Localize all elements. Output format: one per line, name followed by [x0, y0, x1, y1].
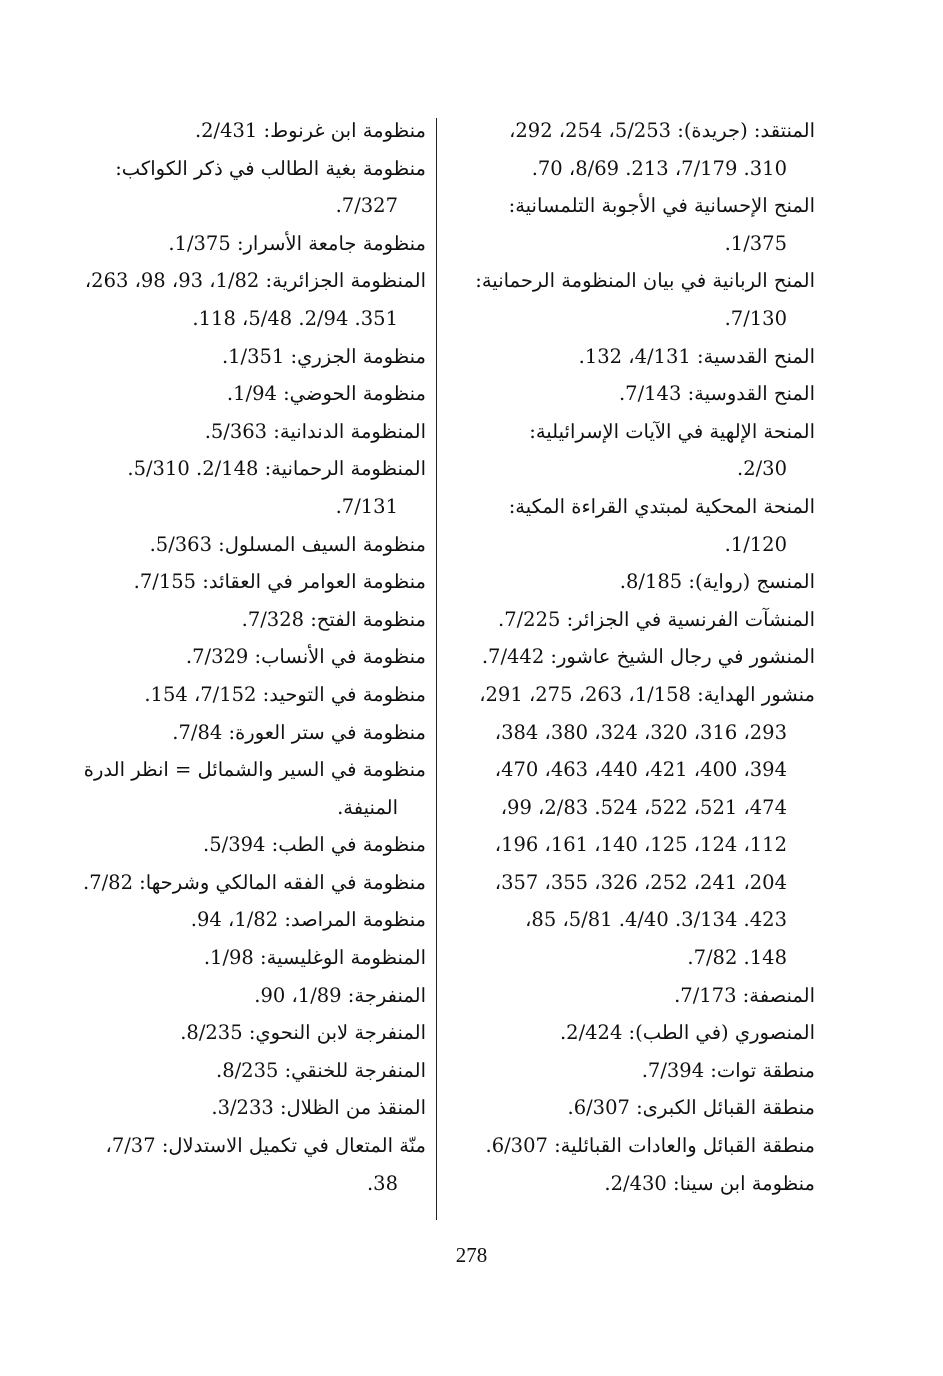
index-entry-continuation: 1/375. [724, 231, 787, 255]
index-entry [50, 1052, 426, 1090]
index-entry [50, 676, 426, 714]
index-entry-continuation: 112، 124، 125، 140، 161، 196، [494, 833, 787, 857]
column-divider [436, 118, 437, 1220]
index-entry [50, 939, 426, 977]
index-entry [50, 112, 426, 150]
index-entry [50, 638, 426, 676]
index-entry [50, 413, 426, 451]
index-entry-line: منظومة في ستر العورة: 7/84. [172, 720, 426, 744]
index-entry [433, 1014, 815, 1052]
index-entry [433, 601, 815, 639]
index-entry [433, 638, 815, 676]
index-entry [50, 150, 426, 225]
index-entry [50, 864, 426, 902]
index-entry [433, 375, 815, 413]
index-entry [433, 1052, 815, 1090]
index-entry-line: المنظومة الرحمانية: 2/148. 5/310. [127, 457, 426, 481]
index-entry-line: المنشآت الفرنسية في الجزائر: 7/225. [497, 607, 815, 631]
index-entry-line: المنتقد: (جريدة): 5/253، 254، 292، [509, 119, 815, 142]
index-entry [50, 1089, 426, 1127]
index-entry-line: المنح القدسية: 4/131، 132. [578, 344, 815, 368]
index-entry-continuation: 310. 7/179، 213. 8/69، 70. [531, 156, 787, 180]
index-entry [50, 450, 426, 525]
index-entry [50, 714, 426, 752]
index-entry-continuation: 394، 400، 421، 440، 463، 470، [494, 758, 787, 782]
index-entry [50, 262, 426, 337]
index-entry-continuation: 474، 521، 522، 524. 2/83، 99، [500, 795, 787, 819]
index-entry-line: المنظومة الوغليسية: 1/98. [203, 946, 426, 970]
index-entry-line: منظومة المراصد: 1/82، 94. [190, 908, 426, 932]
index-entry [50, 751, 426, 826]
index-entry-line: منطقة توات: 7/394. [641, 1058, 815, 1082]
index-entry [50, 225, 426, 263]
index-entry [433, 262, 815, 337]
index-entry [50, 1127, 426, 1202]
index-entry-continuation: 38. [366, 1171, 398, 1195]
index-entry-line: المنقذ من الظلال: 3/233. [211, 1096, 426, 1120]
index-entry-continuation: 293، 316، 320، 324، 380، 384، [494, 720, 787, 744]
index-entry [50, 375, 426, 413]
index-entry [50, 526, 426, 564]
index-entry-line: المنح الربانية في بيان المنظومة الرحمانية: [475, 269, 815, 293]
index-entry-line: المنسج (رواية): 8/185. [619, 570, 815, 594]
index-entry-line: المنظومة الجزائرية: 1/82، 93، 98، 263، [84, 269, 426, 293]
index-entry-line: منظومة في السير والشمائل = انظر الدرة [83, 758, 426, 782]
index-entry-line: المنشور في رجال الشيخ عاشور: 7/442. [481, 645, 815, 669]
index-entry-line: منظومة الفتح: 7/328. [241, 607, 426, 631]
index-entry-line: منّة المتعال في تكميل الاستدلال: 7/37، [105, 1134, 426, 1158]
index-entry-line: منظومة ابن غرنوط: 2/431. [194, 119, 426, 142]
index-entry-line: منشور الهداية: 1/158، 263، 275، 291، [479, 682, 815, 706]
index-entry-line: منظومة بغية الطالب في ذكر الكواكب: [115, 156, 426, 180]
index-entry-continuation: المنيفة. [337, 795, 398, 819]
index-entry-line: المنحة المحكية لمبتدي القراءة المكية: [508, 494, 815, 518]
index-entry-continuation: 7/130. [724, 306, 787, 330]
index-entry-line: منطقة القبائل الكبرى: 6/307. [567, 1096, 815, 1120]
index-entry [50, 977, 426, 1015]
index-entry-continuation: 1/120. [724, 532, 787, 556]
index-entry [433, 1165, 815, 1203]
index-entry [50, 1014, 426, 1052]
index-entry [433, 1127, 815, 1165]
index-entry-line: منظومة الجزري: 1/351. [221, 344, 426, 368]
index-entry-line: المنفرجة لابن النحوي: 8/235. [180, 1021, 426, 1045]
index-entry-continuation: 7/327. [335, 194, 398, 218]
index-entry-continuation: 2/30. [737, 457, 787, 481]
index-entry-line: المنصفة: 7/173. [674, 983, 815, 1007]
index-entry [50, 826, 426, 864]
index-entry-line: منظومة العوامر في العقائد: 7/155. [133, 570, 426, 594]
index-entry-line: المنظومة الدندانية: 5/363. [204, 419, 426, 443]
index-entry [433, 1089, 815, 1127]
index-entry-line: المنصوري (في الطب): 2/424. [559, 1021, 815, 1045]
index-entry-line: المنفرجة: 1/89، 90. [254, 983, 426, 1007]
index-entry [433, 977, 815, 1015]
index-entry [433, 488, 815, 563]
index-entry-continuation: 423. 3/134. 4/40. 5/81، 85، [525, 908, 787, 932]
index-entry-line: منظومة ابن سينا: 2/430. [604, 1171, 815, 1195]
index-entry [50, 601, 426, 639]
index-entry [433, 112, 815, 187]
index-entry [433, 187, 815, 262]
index-entry-line: منظومة في التوحيد: 7/152، 154. [144, 682, 426, 706]
index-entry-line: منظومة في الطب: 5/394. [203, 833, 426, 857]
index-entry [433, 563, 815, 601]
index-entry-continuation: 148. 7/82. [687, 946, 787, 970]
index-entry-line: منظومة في الأنساب: 7/329. [185, 645, 426, 669]
index-entry [433, 676, 815, 977]
index-entry-line: منطقة القبائل والعادات القبائلية: 6/307. [485, 1134, 815, 1158]
index-entry-line: المنفرجة للخنقي: 8/235. [215, 1058, 426, 1082]
index-entry [433, 413, 815, 488]
index-entry-line: منظومة السيف المسلول: 5/363. [149, 532, 426, 556]
index-entry-line: منظومة الحوضي: 1/94. [226, 382, 426, 406]
index-column-right [433, 112, 815, 1202]
index-entry [50, 901, 426, 939]
page-number: 278 [455, 1243, 488, 1267]
index-entry-continuation: 7/131. [335, 494, 398, 518]
index-entry-line: منظومة جامعة الأسرار: 1/375. [168, 231, 426, 255]
index-entry-line: المنح الإحسانية في الأجوبة التلمسانية: [508, 194, 815, 218]
index-entry-line: المنح القدوسية: 7/143. [618, 382, 815, 406]
index-column-left [50, 112, 426, 1202]
index-entry-line: المنحة الإلهية في الآيات الإسرائيلية: [529, 419, 815, 443]
index-entry [433, 338, 815, 376]
index-entry-line: منظومة في الفقه المالكي وشرحها: 7/82. [82, 870, 426, 894]
index-entry [50, 563, 426, 601]
index-entry-continuation: 351. 2/94. 5/48، 118. [192, 306, 398, 330]
index-entry-continuation: 204، 241، 252، 326، 355، 357، [494, 870, 787, 894]
index-entry [50, 338, 426, 376]
